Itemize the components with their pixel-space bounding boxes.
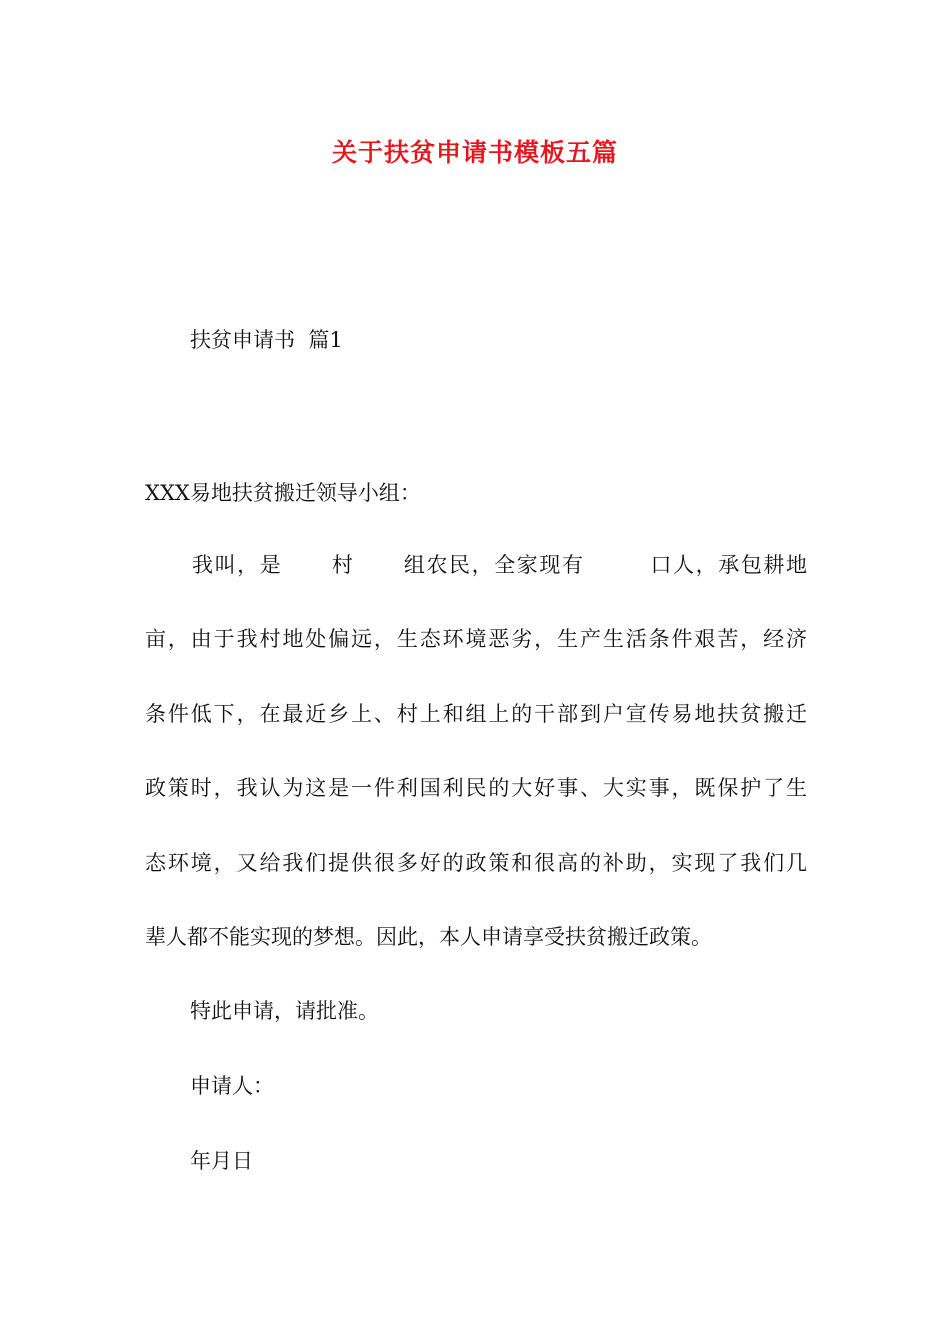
closing-text: 特此申请，请批准。	[190, 999, 379, 1023]
date-label: 年月日	[190, 1149, 253, 1173]
applicant-label: 申请人：	[190, 1074, 274, 1098]
addressee: XXX易地扶贫搬迁领导小组：	[145, 481, 421, 505]
body-line-5: 态环境，又给我们提供很多好的政策和很高的补助，实现了我们几	[145, 851, 807, 875]
body-line-3: 条件低下，在最近乡上、村上和组上的干部到户宣传易地扶贫搬迁	[145, 702, 807, 726]
body-line-2: 亩，由于我村地处偏远，生态环境恶劣，生产生活条件艰苦，经济	[145, 627, 807, 651]
document-title: 关于扶贫申请书模板五篇	[331, 138, 618, 167]
body-line-1: 我叫，是 村 组农民，全家现有 口人，承包耕地	[192, 553, 807, 577]
body-line-4: 政策时，我认为这是一件利国利民的大好事、大实事，既保护了生	[145, 776, 807, 800]
body-line-6: 辈人都不能实现的梦想。因此，本人申请享受扶贫搬迁政策。	[145, 925, 712, 949]
section-heading: 扶贫申请书 篇1	[190, 328, 343, 352]
